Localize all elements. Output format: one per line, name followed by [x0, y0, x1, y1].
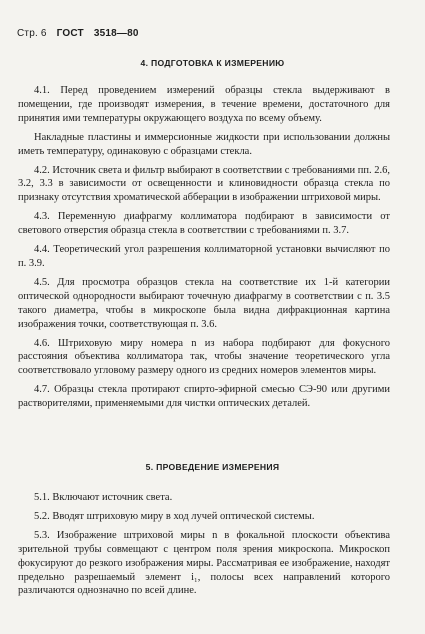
paragraph-4-1-note: Накладные пластины и иммерсионные жидкости при использовании должны иметь температуру, одинаковую с образцами стекла. [18, 131, 390, 157]
paragraph-4-4: 4.4. Теоретический угол разрешения коллиматорной установки вычисляют по п. 3.9. [18, 244, 390, 269]
page-number: Стр. 6 [17, 28, 47, 39]
paragraph-4-3: 4.3. Переменную диафрагму коллиматора подбирают в зависимости от светового отверстия образца стекла в соответствии с требованиями п. 3.7. [18, 211, 390, 237]
section-5-title: 5. ПРОВЕДЕНИЕ ИЗМЕРЕНИЯ [145, 462, 280, 472]
section-5-body [18, 491, 390, 598]
paragraph-4-1: 4.1. Перед проведением измерений образцы стекла выдерживают в помещении, где производят измерения, в течение времени, достаточного для принятия ими температуры окружающего воздуха по всему объему. [18, 85, 390, 124]
paragraph-4-2: 4.2. Источник света и фильтр выбирают в соответствии с требованиями пп. 2.6, 3.2, 3.3 в зависимости от освещенности и клиновидности образца стекла по признаку отсутствия хроматической абберации в изображении штриховой миры. [18, 164, 390, 204]
paragraph-5-2: 5.2. Вводят штриховую миру в ход лучей оптической системы. [34, 510, 315, 522]
standard-label: ГОСТ [56, 28, 84, 39]
paragraph-5-1: 5.1. Включают источник света. [34, 492, 173, 503]
standard-number: 3518—80 [93, 28, 139, 39]
section-4-title: 4. ПОДГОТОВКА К ИЗМЕРЕНИЮ [140, 58, 285, 68]
paragraph-4-5: 4.5. Для просмотра образцов стекла на соответствие их 1-й категории оптической однородности выбирают точечную диафрагму в соответствии с п. 3.5 такого диаметра, чтобы в микроскопе была видна дифракционная картина изображения точки, соответствующая п. 3.6. [18, 276, 390, 330]
page-header [17, 28, 146, 39]
paragraph-4-7: 4.7. Образцы стекла протирают спирто-эфирной смесью СЭ-90 или другими растворителями, применяемыми для чистки оптических деталей. [18, 384, 390, 410]
paragraph-4-6: 4.6. Штриховую миру номера n из набора подбирают для фокусного расстояния объектива коллиматора так, чтобы значение теоретического угла соответствовало угловому размеру одного из средних номеров элементов миры. [18, 337, 390, 377]
section-4-body [18, 84, 390, 411]
paragraph-5-3: 5.3. Изображение штриховой миры n в фокальной плоскости объектива зрительной трубы совмещают с центром поля зрения микроскопа. Микроскоп фокусируют до резкого изображения миры. Рассматривая ее изображение, находят предельно разрешаемый элемент i₁, полосы всех направлений которого различаются однозначно по всей длине. [18, 529, 390, 597]
